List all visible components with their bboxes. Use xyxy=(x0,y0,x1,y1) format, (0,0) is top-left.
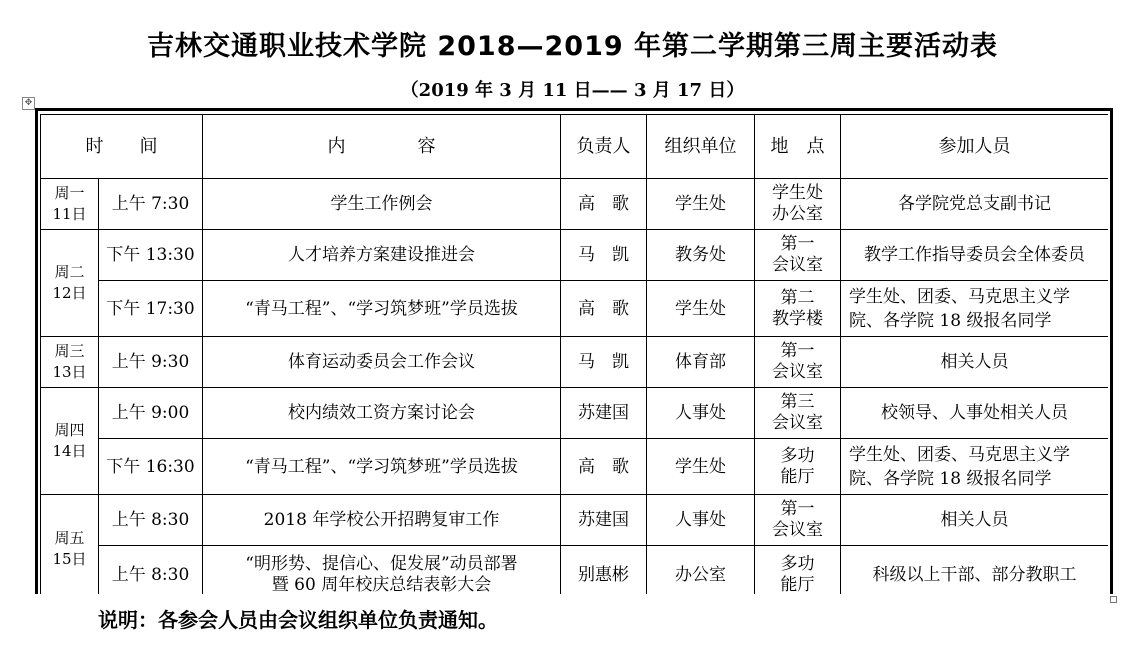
footnote: 说明：各参会人员由会议组织单位负责通知。 xyxy=(98,608,498,632)
page-title: 吉林交通职业技术学院 2018—2019 年第二学期第三周主要活动表 xyxy=(146,31,999,62)
date-range-subtitle: （2019 年 3 月 11 日—— 3 月 17 日） xyxy=(400,80,745,101)
table-row xyxy=(41,439,1109,495)
content-line-2: 暨 60 周年校庆总结表彰大会 xyxy=(271,574,492,594)
place-line-2: 教学楼 xyxy=(772,308,823,329)
content-cell xyxy=(203,546,561,595)
unit-cell: 人事处 xyxy=(647,495,755,546)
place-line-1: 第三 xyxy=(780,392,815,412)
day-date: 15日 xyxy=(52,550,87,568)
place-cell xyxy=(755,230,841,281)
participants-cell xyxy=(841,439,1109,495)
participants-line-1: 学生处、团委、马克思主义学 xyxy=(849,286,1070,307)
content-line-1: “明形势、提信心、促发展”动员部署 xyxy=(245,553,518,574)
time-cell: 下午 16:30 xyxy=(99,439,203,495)
person-cell: 高 歌 xyxy=(561,439,647,495)
time-cell: 下午 17:30 xyxy=(99,281,203,337)
person-cell: 马 凯 xyxy=(561,337,647,388)
day-date: 13日 xyxy=(52,363,87,381)
place-line-1: 第一 xyxy=(780,234,815,254)
time-cell: 上午 9:00 xyxy=(99,388,203,439)
place-cell xyxy=(755,281,841,337)
place-line-2: 会议室 xyxy=(772,520,823,540)
participants-cell xyxy=(841,281,1109,337)
unit-cell: 人事处 xyxy=(647,388,755,439)
day-week: 周三 xyxy=(54,342,85,360)
day-week: 周二 xyxy=(54,263,85,281)
table-resize-handle-icon[interactable] xyxy=(1110,596,1117,603)
day-cell xyxy=(41,230,99,337)
time-cell: 下午 13:30 xyxy=(99,230,203,281)
day-cell xyxy=(41,179,99,230)
day-cell xyxy=(41,388,99,495)
table-row xyxy=(41,179,1109,230)
place-line-1: 多功 xyxy=(780,553,815,574)
day-week: 周五 xyxy=(54,529,85,547)
header-place: 地 点 xyxy=(755,115,841,179)
participants-cell: 教学工作指导委员会全体委员 xyxy=(841,230,1109,281)
table-row xyxy=(41,495,1109,546)
place-line-2: 办公室 xyxy=(772,204,823,224)
person-cell: 别惠彬 xyxy=(561,546,647,595)
header-content: 内 容 xyxy=(203,115,561,179)
place-cell xyxy=(755,495,841,546)
place-cell xyxy=(755,388,841,439)
table-row xyxy=(41,281,1109,337)
participants-cell: 相关人员 xyxy=(841,495,1109,546)
unit-cell: 学生处 xyxy=(647,439,755,495)
day-date: 12日 xyxy=(52,284,87,302)
table-row xyxy=(41,230,1109,281)
place-line-2: 会议室 xyxy=(772,413,823,433)
header-participants: 参加人员 xyxy=(841,115,1109,179)
place-cell xyxy=(755,546,841,595)
place-line-1: 第一 xyxy=(780,341,815,361)
header-person: 负责人 xyxy=(561,115,647,179)
person-cell: 高 歌 xyxy=(561,281,647,337)
time-cell: 上午 8:30 xyxy=(99,546,203,595)
place-line-2: 会议室 xyxy=(772,255,823,275)
table-move-handle-icon[interactable]: ✥ xyxy=(22,97,35,110)
participants-cell: 校领导、人事处相关人员 xyxy=(841,388,1109,439)
participants-line-2: 院、各学院 18 级报名同学 xyxy=(849,310,1052,331)
person-cell: 苏建国 xyxy=(561,388,647,439)
participants-cell: 各学院党总支副书记 xyxy=(841,179,1109,230)
unit-cell: 办公室 xyxy=(647,546,755,595)
person-cell: 高 歌 xyxy=(561,179,647,230)
place-line-2: 会议室 xyxy=(772,362,823,382)
place-line-1: 学生处 xyxy=(772,183,823,203)
place-line-2: 能厅 xyxy=(780,466,815,487)
table-header-row xyxy=(41,115,1109,179)
place-line-1: 第二 xyxy=(780,287,815,308)
day-date: 14日 xyxy=(52,442,87,460)
day-cell xyxy=(41,337,99,388)
unit-cell: 体育部 xyxy=(647,337,755,388)
place-line-1: 多功 xyxy=(780,445,815,466)
day-week: 周四 xyxy=(54,421,85,439)
participants-cell: 科级以上干部、部分教职工 xyxy=(841,546,1109,595)
participants-cell: 相关人员 xyxy=(841,337,1109,388)
content-cell: “青马工程”、“学习筑梦班”学员选拔 xyxy=(203,439,561,495)
person-cell: 马 凯 xyxy=(561,230,647,281)
time-cell: 上午 7:30 xyxy=(99,179,203,230)
content-cell: 2018 年学校公开招聘复审工作 xyxy=(203,495,561,546)
content-cell: 校内绩效工资方案讨论会 xyxy=(203,388,561,439)
place-cell xyxy=(755,179,841,230)
content-cell: 学生工作例会 xyxy=(203,179,561,230)
unit-cell: 学生处 xyxy=(647,281,755,337)
schedule-table xyxy=(40,114,1108,594)
place-line-2: 能厅 xyxy=(780,574,815,594)
time-cell: 上午 8:30 xyxy=(99,495,203,546)
table-row xyxy=(41,337,1109,388)
person-cell: 苏建国 xyxy=(561,495,647,546)
table-row xyxy=(41,546,1109,595)
time-cell: 上午 9:30 xyxy=(99,337,203,388)
place-line-1: 第一 xyxy=(780,499,815,519)
day-week: 周一 xyxy=(54,184,85,202)
unit-cell: 教务处 xyxy=(647,230,755,281)
day-cell xyxy=(41,495,99,595)
content-cell: “青马工程”、“学习筑梦班”学员选拔 xyxy=(203,281,561,337)
header-unit: 组织单位 xyxy=(647,115,755,179)
participants-line-2: 院、各学院 18 级报名同学 xyxy=(849,468,1052,489)
place-cell xyxy=(755,337,841,388)
content-cell: 体育运动委员会工作会议 xyxy=(203,337,561,388)
schedule-table-container xyxy=(40,114,1108,594)
day-date: 11日 xyxy=(52,205,87,223)
table-row xyxy=(41,388,1109,439)
place-cell xyxy=(755,439,841,495)
header-time: 时 间 xyxy=(41,115,203,179)
content-cell: 人才培养方案建设推进会 xyxy=(203,230,561,281)
unit-cell: 学生处 xyxy=(647,179,755,230)
participants-line-1: 学生处、团委、马克思主义学 xyxy=(849,444,1070,465)
